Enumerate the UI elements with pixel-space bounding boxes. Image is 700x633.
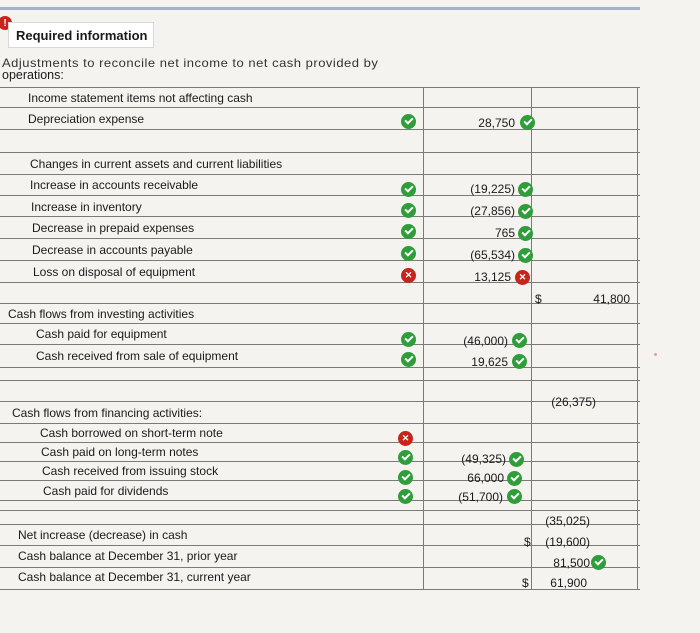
row-rule [0,500,640,501]
total-value[interactable]: 81,500 [553,556,590,570]
amount-value[interactable]: (49,325) [461,452,506,466]
row-rule [0,380,640,381]
dollar-sign: $ [524,535,531,549]
check-icon [398,450,413,465]
check-icon [591,555,606,570]
check-icon [401,246,416,261]
check-icon [401,352,416,367]
check-icon [512,333,527,348]
total-value[interactable]: 61,900 [550,576,587,590]
row-rule [0,282,640,283]
check-icon [518,226,533,241]
row-rule [0,195,640,196]
row-label: Decrease in prepaid expenses [32,221,195,235]
check-icon [401,182,416,197]
row-rule [0,323,640,324]
row-rule [0,461,640,462]
row-label: Cash balance at December 31, prior year [18,549,238,563]
row-label: Cash received from sale of equipment [36,349,239,363]
check-icon [507,471,522,486]
row-rule [0,129,640,130]
row-rule [0,87,640,88]
row-label: Cash paid for equipment [36,327,167,341]
amount-value[interactable]: (51,700) [458,490,503,504]
amount-value[interactable]: (19,225) [470,182,515,196]
row-rule [0,480,640,481]
amount-value[interactable]: (46,000) [463,334,508,348]
col-divider [423,87,424,589]
x-icon [515,270,530,285]
amount-value[interactable]: 66,000 [467,471,504,485]
row-label: Cash balance at December 31, current year [18,570,251,584]
check-icon [520,115,535,130]
col-divider [637,87,638,589]
x-icon [398,431,413,446]
total-value[interactable]: 41,800 [593,292,630,306]
row-rule [0,303,640,304]
amount-value[interactable]: 765 [494,226,515,240]
row-label: Cash paid for dividends [43,484,169,498]
amount-value[interactable]: 13,125 [474,270,511,284]
operations-label: operations: [2,68,64,82]
check-icon [401,224,416,239]
total-value[interactable]: (35,025) [545,514,590,528]
row-label: Income statement items not affecting cash [28,91,253,105]
row-rule [0,152,640,153]
check-icon [398,489,413,504]
row-rule [0,238,640,239]
row-rule [0,423,640,424]
row-rule [0,344,640,345]
check-icon [518,248,533,263]
row-label: Increase in inventory [31,200,142,214]
section-label: Cash flows from investing activities [8,307,195,321]
check-icon [401,332,416,347]
check-icon [512,354,527,369]
row-label: Net increase (decrease) in cash [18,528,188,542]
total-value[interactable]: (19,600) [545,535,590,549]
required-information-title: Required information [8,22,154,48]
row-label: Loss on disposal of equipment [33,265,196,279]
check-icon [401,114,416,129]
amount-value[interactable]: (65,534) [470,248,515,262]
row-label: Depreciation expense [28,112,145,126]
row-rule [0,367,640,368]
row-rule [0,107,640,108]
check-icon [401,203,416,218]
dollar-sign: $ [535,292,542,306]
row-label: Increase in accounts receivable [30,178,199,192]
row-label: Decrease in accounts payable [32,243,193,257]
row-label: Cash borrowed on short-term note [40,426,223,440]
check-icon [398,470,413,485]
decorative-dot [654,353,657,356]
amount-value[interactable]: 19,625 [471,355,508,369]
row-rule [0,174,640,175]
row-rule [0,260,640,261]
check-icon [518,182,533,197]
section-label: Cash flows from financing activities: [12,406,203,420]
row-label: Cash paid on long-term notes [41,445,199,459]
alert-icon: ! [0,16,12,30]
total-value[interactable]: (26,375) [551,395,596,409]
row-rule [0,510,640,511]
amount-value[interactable]: (27,856) [470,204,515,218]
row-rule [0,442,640,443]
check-icon [518,204,533,219]
dollar-sign: $ [522,576,529,590]
x-icon [401,268,416,283]
row-label: Cash received from issuing stock [42,464,219,478]
row-label: Changes in current assets and current liabilities [30,157,283,171]
cutoff-heading: Adjustments to reconcile net income to net cash provided by [2,56,379,70]
amount-value[interactable]: 28,750 [478,116,515,130]
row-rule [0,216,640,217]
check-icon [507,489,522,504]
check-icon [509,452,524,467]
